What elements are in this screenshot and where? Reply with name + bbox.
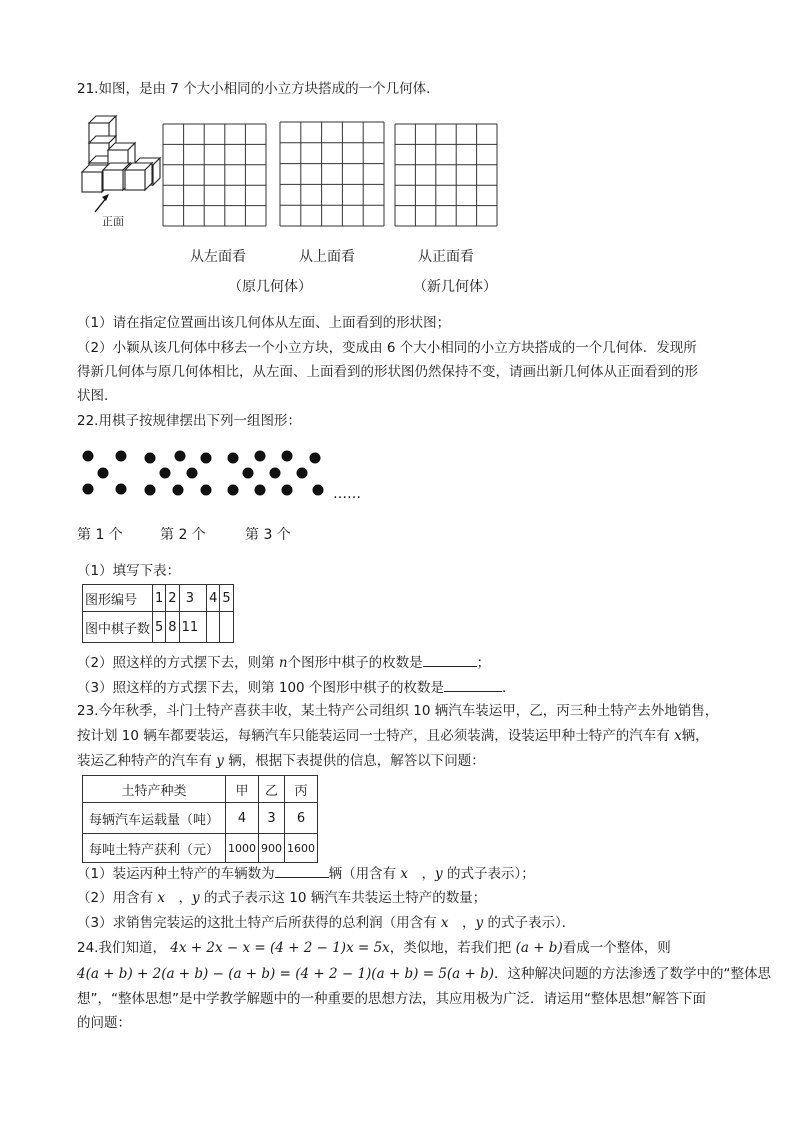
grid-front-view [395,124,497,226]
figure-3-label: 第 3 个 [245,527,291,543]
q22-table [82,584,234,643]
q24-line1-text-a: 24.我们知道， [77,940,166,956]
table-header: 甲 [226,776,259,803]
table-cell[interactable] [220,612,233,643]
chess-piece-dot [145,453,156,464]
q24-line1-text-b: ，类似地，若我们把 [389,940,512,956]
q23-part1-text-d: 的式子表示）； [442,866,535,882]
chess-piece-dot [270,468,281,479]
q23-part3-text-c: 的式子表示）． [483,915,576,931]
variable-y: y [475,915,484,931]
q23-line2-text-b: 辆， [681,728,709,744]
table-cell: 1 [153,585,166,612]
variable-y: y [216,753,224,769]
chess-piece-dot [116,451,127,462]
table-row [83,612,234,643]
q22-title: 22.用棋子按规律摆出下列一组图形： [77,413,301,429]
table-cell: 4 [207,585,220,612]
view-front-label: 从正面看 [418,249,474,265]
q22-part2-text-b: 个图形中棋子的枚数是 [287,655,423,671]
table-cell: 3 [259,803,285,834]
q21-part2-line3: 状图． [77,388,118,404]
caption-original: （原几何体） [228,279,312,295]
chess-piece-dot [175,451,186,462]
chess-piece-dot [243,468,254,479]
q23-table [82,775,318,863]
table-header: 土特产种类 [83,776,226,803]
chess-piece-dot [173,485,184,496]
answer-blank[interactable] [423,652,477,667]
q23-part2 [77,888,486,908]
q23-part3-text-a: （3）求销售完装运的这批土特产后所获得的总利润（用含有 [77,915,441,931]
chess-piece-dot [297,468,308,479]
cube [125,163,152,190]
table-cell: 8 [166,612,179,643]
q23-part2-sep: ， [165,890,193,906]
table-row [83,803,318,834]
table-cell: 11 [179,612,207,643]
q22-part3 [77,677,515,698]
variable-y: y [192,890,200,906]
chess-piece-dot [160,468,171,479]
chess-piece-dot [255,451,266,462]
figure-1-label: 第 1 个 [77,527,123,543]
q23-line3-text-a: 装运乙种特产的汽车有 [77,753,217,769]
table-cell: 每吨土特产获利（元） [83,834,226,863]
q23-part3 [77,913,575,933]
chess-piece-dot [116,484,127,495]
q22-part2 [77,652,490,673]
q23-part2-text-c: 的式子表示这 10 辆汽车共装运土特产的数量； [199,890,487,906]
q23-line2-text-a: 按计划 10 辆车都要装运，每辆汽车只能装运同一士特产，且必须装满，设装运甲种士特产的汽车有 [77,728,675,744]
q24-formula-ab: (a + b) [515,940,563,956]
q24-line2-text: ．这种解决问题的方法渗透了数学中的“整体思 [494,966,772,982]
table-cell: 4 [226,803,259,834]
q24-formula-2: 4(a + b) + 2(a + b) − (a + b) = (4 + 2 − 1)(a + b) = 5(a + b) [77,966,495,982]
grid-left-view [163,124,266,226]
q22-part1: （1）填写下表： [77,563,181,579]
q23-part1-text-b: 辆（用含有 [328,866,401,882]
table-cell: 每辆汽车运载量（吨） [83,803,226,834]
chess-piece-dot [282,485,293,496]
chess-piece-dot [83,484,94,495]
chess-piece-dot [228,485,239,496]
figure-2-label: 第 2 个 [160,527,206,543]
q24-line1 [77,938,671,958]
grid-top-view [280,122,384,226]
q24-line3: 想”，“整体思想”是中学教学解题中的一种重要的思想方法，其应用极为广泛．请运用“整体思想”解答下面 [77,991,706,1007]
table-header: 乙 [259,776,285,803]
front-label: 正面 [102,215,124,228]
chess-piece-dot [98,468,109,479]
table-row [83,834,318,863]
variable-x: x [400,866,409,882]
q23-line3 [77,751,485,771]
chess-piece-dot [201,485,212,496]
q23-part3-sep: ， [448,915,476,931]
q22-part3-end: ． [501,680,516,696]
q24-line1-text-c: 看成一个整体，则 [562,940,671,956]
q23-line3-text-b: 辆，根据下表提供的信息，解答以下问题： [223,753,485,769]
chess-piece-dot [187,468,198,479]
table-cell: 3 [179,585,207,612]
dots-ellipsis: …… [333,486,361,502]
caption-new: （新几何体） [413,279,497,295]
table-header: 丙 [285,776,318,803]
chess-piece-dot [83,451,94,462]
table-header-number: 图形编号 [83,585,153,612]
table-cell: 1600 [285,834,318,863]
q21-title: 21.如图，是由 7 个大小相同的小立方块搭成的一个几何体． [77,81,440,97]
q21-part2-line1: （2）小颖从该几何体中移去一个小立方块，变成由 6 个大小相同的小立方块搭成的一个几何体．发现所 [77,340,697,356]
arrow-icon [95,194,109,212]
chess-piece-dot [255,485,266,496]
table-cell: 900 [259,834,285,863]
variable-x: x [440,915,449,931]
table-row [83,585,234,612]
chess-piece-dot [201,453,212,464]
chess-piece-dot [310,453,321,464]
variable-x: x [157,890,166,906]
q22-part3-text: （3）照这样的方式摆下去，则第 100 个图形中棋子的枚数是 [77,680,444,696]
variable-x: x [674,728,682,744]
table-header-count: 图中棋子数 [83,612,153,643]
table-cell[interactable] [207,612,220,643]
chess-piece-dot [145,485,156,496]
q21-part1: （1）请在指定位置画出该几何体从左面、上面看到的形状图； [77,315,451,331]
table-cell: 5 [220,585,233,612]
variable-y: y [435,866,443,882]
q22-part2-text-a: （2）照这样的方式摆下去，则第 [77,655,279,671]
table-row [83,776,318,803]
q23-line1: 23.今年秋季，斗门土特产喜获丰收，某土特产公司组织 10 辆汽车装运甲，乙，丙三种土特产去外地销售， [77,703,719,719]
q23-line2 [77,726,709,746]
chess-piece-dot [228,453,239,464]
chess-piece-dot [282,451,293,462]
view-top-label: 从上面看 [299,249,355,265]
table-cell: 5 [153,612,166,643]
q23-part1 [77,863,535,884]
q21-part2-line2: 得新几何体与原几何体相比，从左面、上面看到的形状图仍然保持不变，请画出新几何体从正面看到的形 [77,364,698,380]
view-left-label: 从左面看 [190,249,246,265]
q22-dots-figure [0,440,794,510]
table-cell: 1000 [226,834,259,863]
table-cell: 2 [166,585,179,612]
q24-formula-1: 4x + 2x − x = (4 + 2 − 1)x = 5x [170,940,390,956]
cube-stack-drawing [82,116,160,192]
q23-part1-sep: ， [408,866,436,882]
answer-blank[interactable] [275,863,329,878]
q23-part2-text-a: （2）用含有 [77,890,158,906]
table-cell: 6 [285,803,318,834]
q24-line2 [77,964,771,984]
variable-n: n [278,655,288,671]
q24-line4: 的问题： [77,1015,131,1031]
answer-blank[interactable] [444,677,502,692]
q22-part2-end: ； [476,655,491,671]
chess-piece-dot [313,485,324,496]
q23-part1-text-a: （1）装运丙种土特产的车辆数为 [77,866,275,882]
